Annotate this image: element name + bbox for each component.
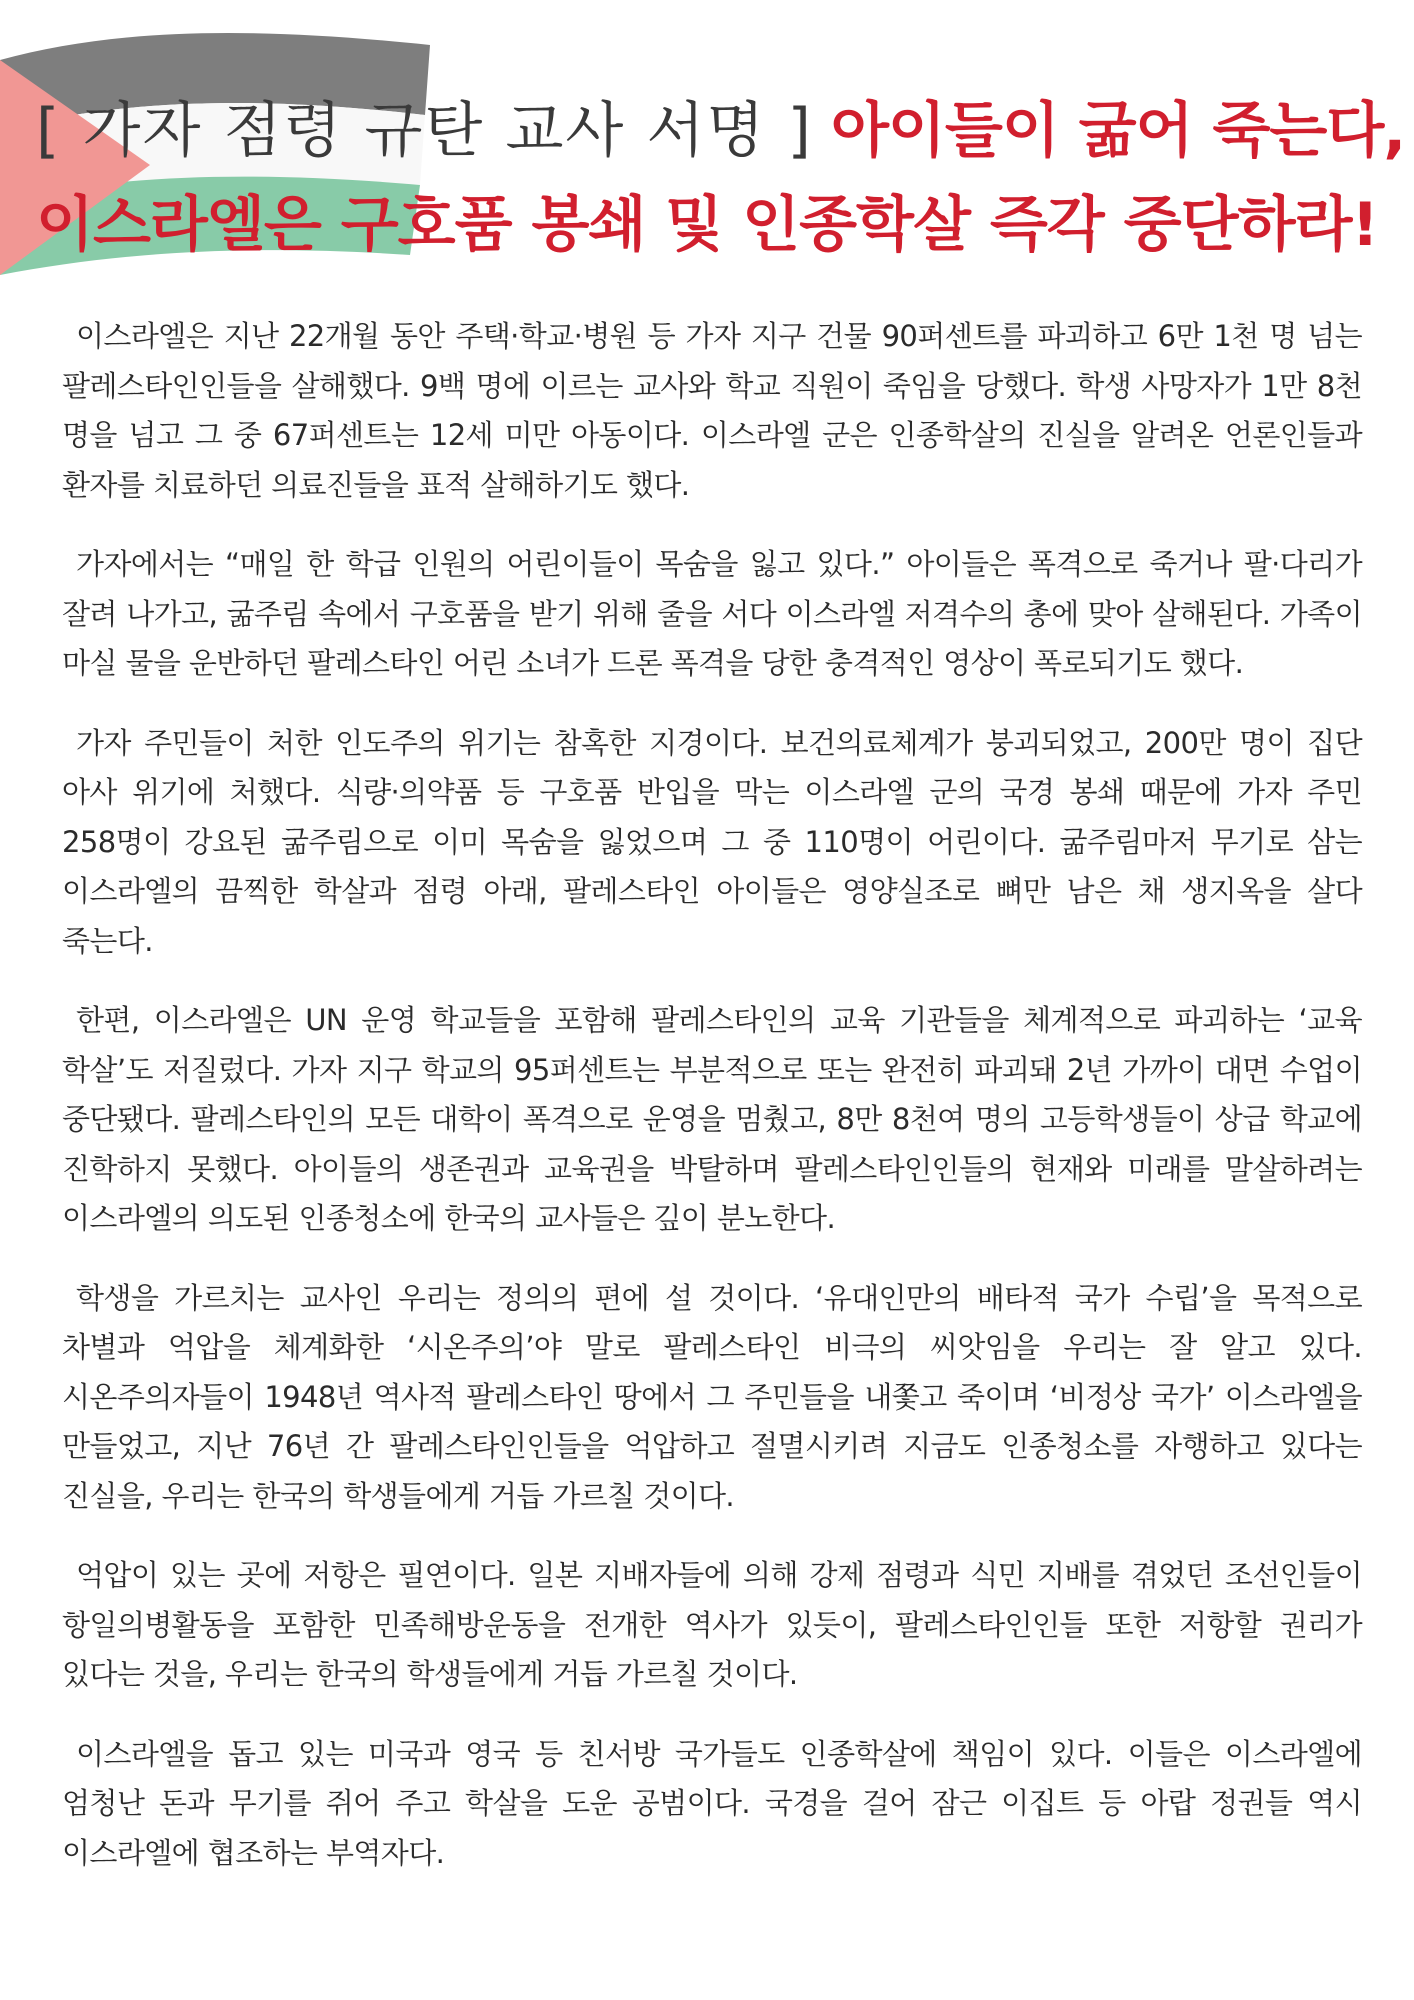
paragraph-7: 이스라엘을 돕고 있는 미국과 영국 등 친서방 국가들도 인종학살에 책임이 있다. 이들은 이스라엘에 엄청난 돈과 무기를 쥐어 주고 학살을 도운 공범이다. 국경을 걸어 잠근 이집트 등 아랍 정권들 역시 이스라엘에 협조하는 부역자다. xyxy=(62,1736,1362,1870)
paragraph-5: 학생을 가르치는 교사인 우리는 정의의 편에 설 것이다. ‘유대인만의 배타적 국가 수립’을 목적으로 차별과 억압을 체계화한 ‘시온주의’야 말로 팔레스타인 비극의 씨앗임을 우리는 잘 알고 있다. 시온주의자들이 1948년 역사적 팔레스타인 땅에서 그 주민들을 내쫓고 죽이며 ‘비정상 국가’ 이스라엘을 만들었고, 지난 76년 간 팔레스타인인들을 억압하고 절멸시키려 지금도 인종청소를 자행하고 있다는 진실을, 우리는 한국의 학생들에게 거듭 가르칠 것이다. xyxy=(62,1280,1362,1513)
paragraph-1: 이스라엘은 지난 22개월 동안 주택·학교·병원 등 가자 지구 건물 90퍼센트를 파괴하고 6만 1천 명 넘는 팔레스타인인들을 살해했다. 9백 명에 이르는 교사와 학교 직원이 죽임을 당했다. 학생 사망자가 1만 8천 명을 넘고 그 중 67퍼센트는 12세 미만 아동이다. 이스라엘 군은 인종학살의 진실을 알려온 언론인들과 환자를 치료하던 의료진들을 표적 살해하기도 했다. xyxy=(62,319,1362,502)
paragraph-3: 가자 주민들이 처한 인도주의 위기는 참혹한 지경이다. 보건의료체계가 붕괴되었고, 200만 명이 집단 아사 위기에 처했다. 식량·의약품 등 구호품 반입을 막는 이스라엘 군의 국경 봉쇄 때문에 가자 주민 258명이 강요된 굶주림으로 이미 목숨을 잃었으며 그 중 110명이 어린이다. 굶주림마저 무기로 삼는 이스라엘의 끔찍한 학살과 점령 아래, 팔레스타인 아이들은 영양실조로 뼈만 남은 채 생지옥을 살다 죽는다. xyxy=(62,725,1362,958)
page-header xyxy=(36,84,1406,272)
petition-tag: [ 가자 점령 규탄 교사 서명 ] xyxy=(36,96,813,166)
headline-part-2: 이스라엘은 구호품 봉쇄 및 인종학살 즉각 중단하라! xyxy=(36,190,1378,260)
headline-part-1: 아이들이 굶어 죽는다, xyxy=(830,96,1406,166)
title-line-1 xyxy=(36,84,1406,178)
paragraph-4: 한편, 이스라엘은 UN 운영 학교들을 포함해 팔레스타인의 교육 기관들을 체계적으로 파괴하는 ‘교육 학살’도 저질렀다. 가자 지구 학교의 95퍼센트는 부분적으로 또는 완전히 파괴돼 2년 가까이 대면 수업이 중단됐다. 팔레스타인의 모든 대학이 폭격으로 운영을 멈췄고, 8만 8천여 명의 고등학생들이 상급 학교에 진학하지 못했다. 아이들의 생존권과 교육권을 박탈하며 팔레스타인인들의 현재와 미래를 말살하려는 이스라엘의 의도된 인종청소에 한국의 교사들은 깊이 분노한다. xyxy=(62,1003,1362,1235)
statement-body xyxy=(62,312,1362,1908)
paragraph-6: 억압이 있는 곳에 저항은 필연이다. 일본 지배자들에 의해 강제 점령과 식민 지배를 겪었던 조선인들이 항일의병활동을 포함한 민족해방운동을 전개한 역사가 있듯이, 팔레스타인인들 또한 저항할 권리가 있다는 것을, 우리는 한국의 학생들에게 거듭 가르칠 것이다. xyxy=(62,1558,1362,1691)
paragraph-2: 가자에서는 “매일 한 학급 인원의 어린이들이 목숨을 잃고 있다.” 아이들은 폭격으로 죽거나 팔·다리가 잘려 나가고, 굶주림 속에서 구호품을 받기 위해 줄을 서다 이스라엘 저격수의 총에 맞아 살해된다. 가족이 마실 물을 운반하던 팔레스타인 어린 소녀가 드론 폭격을 당한 충격적인 영상이 폭로되기도 했다. xyxy=(62,547,1362,680)
